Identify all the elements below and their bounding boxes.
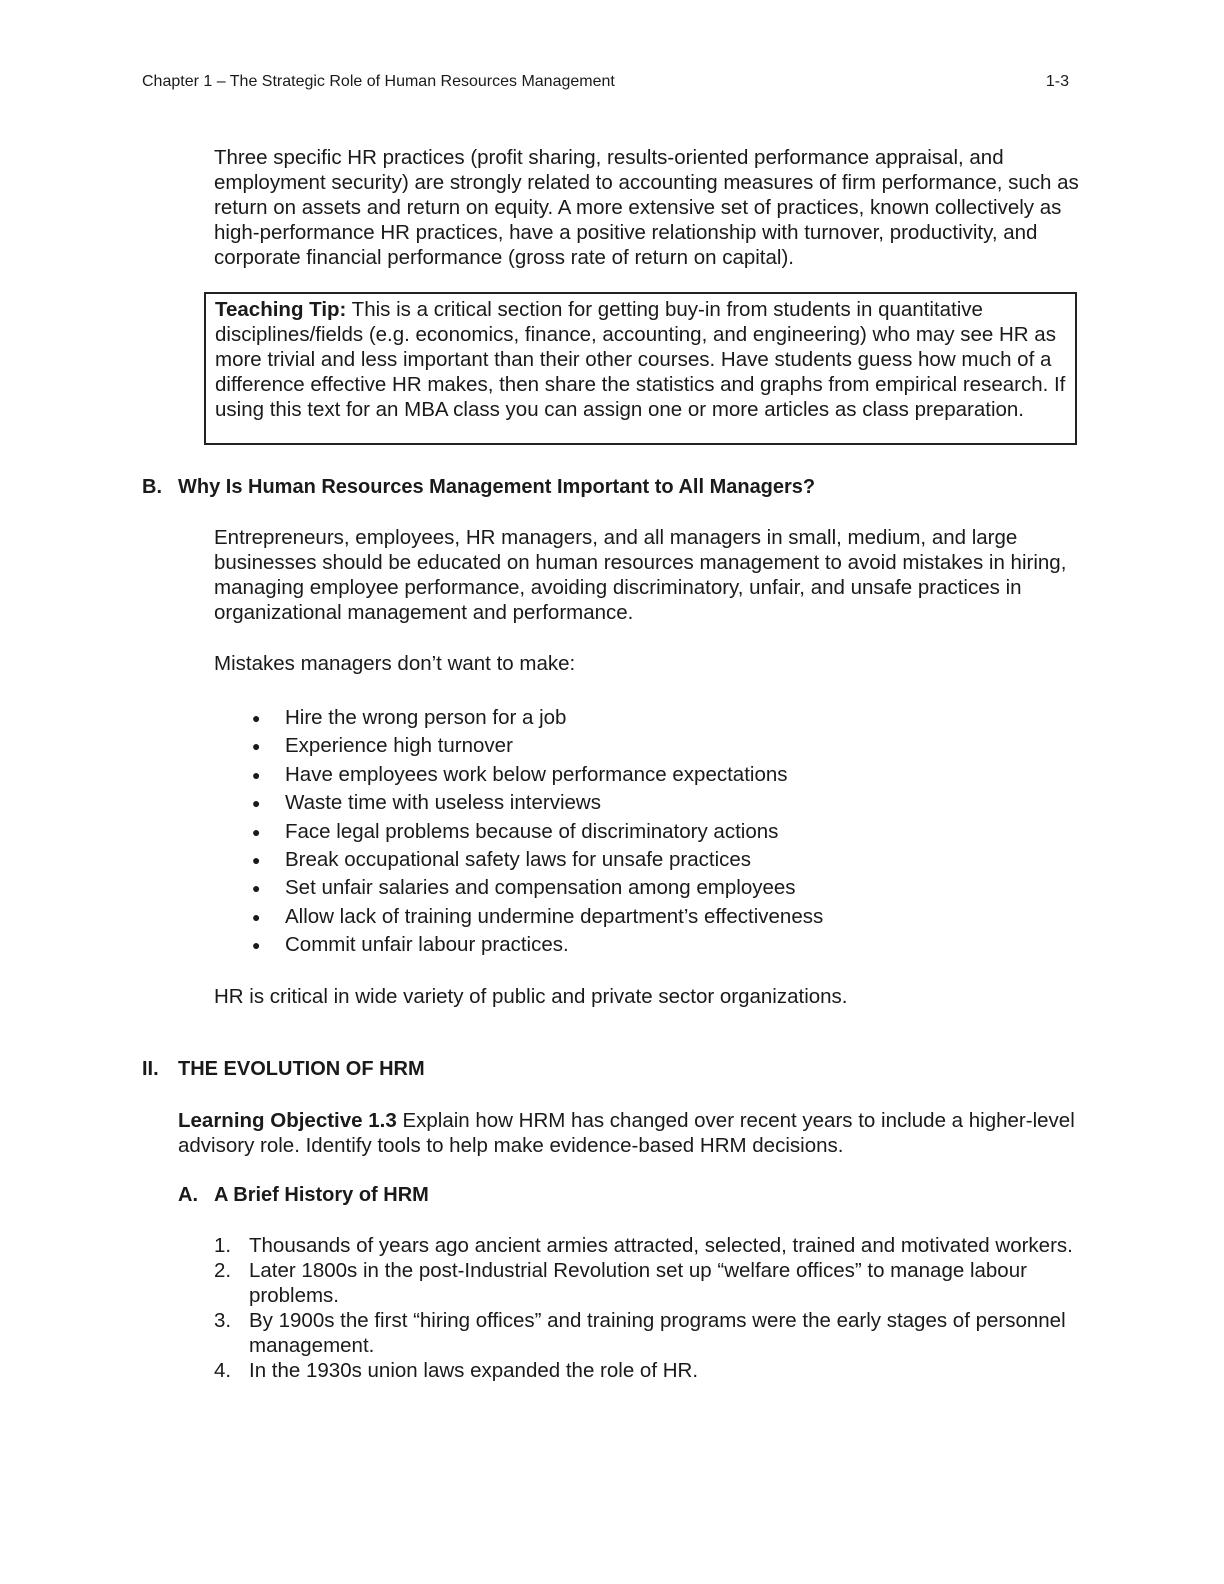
list-item-text: By 1900s the first “hiring offices” and training programs were the early stages of personnel management. [249, 1309, 1066, 1357]
bullet-icon: ● [252, 880, 261, 897]
bullet-icon: ● [252, 738, 261, 755]
list-item [250, 846, 823, 874]
list-item [250, 931, 823, 959]
teaching-tip-box [204, 292, 1077, 445]
list-item-text: Waste time with useless interviews [285, 791, 601, 815]
section-ii-title: THE EVOLUTION OF HRM [178, 1058, 425, 1080]
list-item [250, 874, 823, 902]
chapter-title: Chapter 1 – The Strategic Role of Human Resources Management [142, 73, 615, 90]
learning-objective [178, 1108, 1078, 1158]
mistakes-list [250, 704, 823, 960]
list-item-text: Thousands of years ago ancient armies attracted, selected, trained and motivated workers. [249, 1234, 1073, 1257]
list-item-text: Allow lack of training undermine department’s effectiveness [285, 904, 824, 928]
bullet-icon: ● [252, 851, 261, 868]
list-item [250, 761, 823, 789]
list-item-text: In the 1930s union laws expanded the role of HR. [249, 1359, 699, 1382]
list-item-number: 1. [214, 1234, 232, 1257]
list-item-text: Face legal problems because of discriminatory actions [285, 819, 779, 843]
bullet-icon: ● [252, 795, 261, 812]
list-item [250, 903, 823, 931]
intro-paragraph: Three specific HR practices (profit sharing, results-oriented performance appraisal, and employment security) are strongly related to accounting measures of firm performance, such as return on assets and return on equity. A more extensive set of practices, known collectively as high-performance HR practices, have a positive relationship with turnover, productivity, and corporate financial performance (gross rate of return on capital). [214, 146, 1079, 269]
list-item [250, 732, 823, 760]
list-item [214, 1258, 1074, 1308]
bullet-icon: ● [252, 710, 261, 726]
list-item-text: Hire the wrong person for a job [285, 706, 567, 729]
list-item [214, 1358, 1074, 1383]
section-a-title: A Brief History of HRM [214, 1184, 429, 1206]
list-item [214, 1233, 1074, 1258]
list-item-text: Break occupational safety laws for unsafe practices [285, 847, 752, 871]
bullet-icon: ● [252, 823, 261, 840]
section-b-title: Why Is Human Resources Management Important to All Managers? [178, 476, 816, 498]
list-item-text: Experience high turnover [285, 734, 513, 758]
section-b-paragraph: Entrepreneurs, employees, HR managers, and all managers in small, medium, and large businesses should be educated on human resources management to avoid mistakes in hiring, managing employee performance, avoiding discriminatory, unfair, and unsafe practices in organizational management and performance. [214, 526, 1067, 624]
list-item [214, 1308, 1074, 1358]
mistakes-intro: Mistakes managers don’t want to make: [214, 652, 576, 675]
teaching-tip-label: Teaching Tip: [215, 298, 347, 321]
list-item [250, 789, 823, 817]
teaching-tip-text: This is a critical section for getting buy-in from students in quantitative disciplines/fields (e.g. economics, finance, accounting, and engineering) who may see HR as more trivial and less important than their other courses. Have students guess how much of a difference effective HR makes, then share the statistics and graphs from empirical research. If using this text for an MBA class you can assign one or more articles as class preparation. [215, 298, 1066, 421]
history-list [214, 1233, 1074, 1383]
section-b-closing: HR is critical in wide variety of public and private sector organizations. [214, 985, 848, 1008]
bullet-icon: ● [252, 908, 261, 925]
bullet-icon: ● [252, 766, 261, 783]
learning-objective-text: Explain how HRM has changed over recent years to include a higher-level advisory role. Identify tools to help make evidence-based HRM decisions. [178, 1109, 1075, 1157]
learning-objective-label: Learning Objective 1.3 [178, 1109, 397, 1132]
list-item-number: 2. [214, 1259, 232, 1282]
list-item-text: Set unfair salaries and compensation among employees [285, 876, 796, 900]
bullet-icon: ● [252, 937, 261, 954]
list-item-text: Commit unfair labour practices. [285, 933, 569, 957]
section-a-marker: A. [178, 1184, 198, 1206]
page-number: 1-3 [1045, 73, 1069, 90]
list-item [250, 818, 823, 846]
list-item-text: Later 1800s in the post-Industrial Revolution set up “welfare offices” to manage labour problems. [249, 1259, 1027, 1307]
section-ii-marker: II. [142, 1058, 159, 1080]
list-item-number: 3. [214, 1309, 232, 1332]
list-item-text: Have employees work below performance expectations [285, 762, 788, 786]
list-item [250, 704, 823, 732]
list-item-number: 4. [214, 1359, 232, 1382]
section-b-marker: B. [142, 476, 162, 498]
